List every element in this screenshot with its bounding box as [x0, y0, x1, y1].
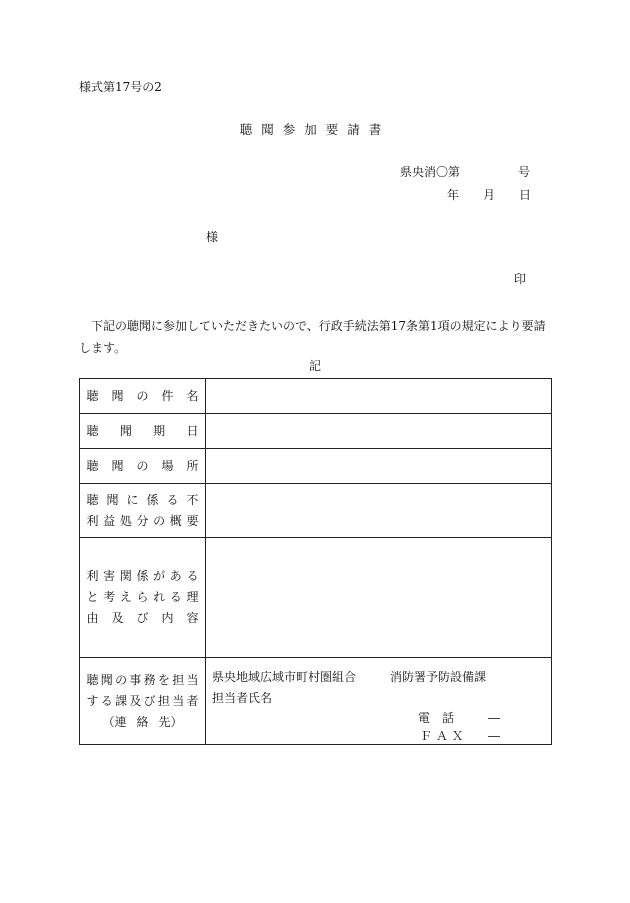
label-char: 名 — [186, 388, 199, 403]
contact-fax-label: Ｆ Ａ Ｘ — [420, 729, 464, 743]
row-label — [80, 538, 206, 658]
date-line — [447, 189, 531, 201]
request-table — [79, 378, 552, 745]
label-char: 日 — [186, 423, 199, 438]
label-char: 聴 — [86, 388, 99, 403]
row-value-hearing-place[interactable] — [206, 449, 552, 484]
label-char: 係 — [136, 569, 149, 583]
label-char: 聴 — [86, 492, 99, 507]
label-char: 者 — [186, 693, 199, 708]
label-char: 益 — [103, 513, 116, 528]
reference-number-prefix: 県央消〇第 — [400, 165, 461, 179]
contact-department: 消防署予防設備課 — [390, 670, 487, 684]
date-year: 年 — [447, 188, 460, 202]
row-label — [80, 414, 206, 449]
row-value-interest-reason[interactable] — [206, 538, 552, 658]
table-row — [80, 658, 552, 745]
table-row — [80, 449, 552, 484]
label-char: え — [119, 590, 132, 604]
label-char: 絡 — [136, 714, 149, 729]
label-line — [87, 421, 199, 442]
label-char: 要 — [186, 513, 199, 528]
body-text: 下記の聴聞に参加していただきたいので、行政手続法第17条第1項の規定により要請します。 — [79, 319, 546, 355]
label-char: 容 — [186, 611, 199, 625]
contact-phone-label: 電 話 — [418, 711, 455, 725]
label-char: 聴 — [86, 672, 99, 687]
label-char: 当 — [186, 672, 199, 687]
table-row — [80, 484, 552, 538]
label-char: 場 — [161, 458, 174, 473]
label-char: 聞 — [119, 423, 132, 438]
label-char: の — [136, 388, 149, 403]
label-char: 内 — [161, 611, 174, 625]
row-label — [80, 449, 206, 484]
label-char: 利 — [86, 569, 99, 583]
label-char: る — [169, 590, 182, 604]
addressee-suffix: 様 — [206, 230, 219, 244]
label-char: れ — [153, 590, 166, 604]
label-char: ら — [136, 590, 149, 604]
label-char: す — [86, 693, 99, 708]
label-char: が — [153, 569, 166, 583]
label-char: を — [157, 672, 170, 687]
label-char: 害 — [103, 569, 116, 583]
form-number: 様式第17号の2 — [79, 80, 162, 94]
label-char: 分 — [136, 513, 149, 528]
date-month: 月 — [483, 188, 496, 202]
label-char: る — [186, 569, 199, 583]
label-char: 利 — [86, 513, 99, 528]
label-char: 聞 — [111, 458, 124, 473]
label-char: 及 — [129, 693, 142, 708]
label-char: 由 — [86, 611, 99, 625]
table-row — [80, 538, 552, 658]
label-char: 係 — [146, 492, 159, 507]
table-row — [80, 414, 552, 449]
label-line — [87, 456, 199, 477]
label-char: 関 — [119, 569, 132, 583]
label-char: び — [143, 693, 156, 708]
label-line — [87, 587, 199, 608]
label-char: 事 — [129, 672, 142, 687]
label-char: 聞 — [100, 672, 113, 687]
label-char: 考 — [103, 590, 116, 604]
row-value-hearing-subject[interactable] — [206, 379, 552, 414]
label-line — [87, 608, 199, 629]
label-char: る — [100, 693, 113, 708]
label-char: の — [115, 672, 128, 687]
label-line — [87, 566, 199, 587]
date-day: 日 — [519, 188, 532, 202]
row-label — [80, 379, 206, 414]
row-value-disposition-summary[interactable] — [206, 484, 552, 538]
row-label — [80, 658, 206, 745]
label-char: 務 — [143, 672, 156, 687]
contact-organization: 県央地域広域市町村圏組合 — [212, 670, 357, 684]
row-label — [80, 484, 206, 538]
label-char: 聴 — [86, 458, 99, 473]
label-char: 不 — [186, 492, 199, 507]
label-char: 当 — [172, 693, 185, 708]
label-char: 理 — [186, 590, 199, 604]
label-line — [87, 490, 199, 511]
label-line — [87, 511, 199, 532]
label-line — [87, 691, 199, 712]
contact-person-label: 担当者氏名 — [212, 691, 273, 705]
table-row — [80, 379, 552, 414]
label-char: 期 — [153, 423, 166, 438]
contact-phone-value: ― — [488, 711, 500, 725]
label-char: 聞 — [106, 492, 119, 507]
contact-fax-value: ― — [488, 729, 500, 743]
reference-number-suffix: 号 — [518, 165, 531, 179]
label-char: あ — [169, 569, 182, 583]
label-char: の — [153, 513, 166, 528]
label-char: の — [136, 458, 149, 473]
label-char: と — [86, 590, 99, 604]
label-char: 担 — [172, 672, 185, 687]
document-title: 聴聞参加要請書 — [239, 122, 391, 137]
ki-heading: 記 — [308, 359, 321, 373]
label-char: （連 — [102, 714, 127, 729]
label-line — [103, 712, 183, 733]
label-char: に — [126, 492, 139, 507]
row-value-contact — [206, 658, 552, 745]
row-value-hearing-date[interactable] — [206, 414, 552, 449]
label-char: 概 — [169, 513, 182, 528]
label-char: 課 — [115, 693, 128, 708]
label-line — [87, 386, 199, 407]
label-char: る — [166, 492, 179, 507]
label-char: 先） — [158, 714, 183, 729]
label-char: 件 — [161, 388, 174, 403]
label-char: 処 — [119, 513, 132, 528]
label-line — [87, 670, 199, 691]
label-char: び — [136, 611, 149, 625]
label-char: 及 — [111, 611, 124, 625]
label-char: 担 — [157, 693, 170, 708]
label-char: 所 — [186, 458, 199, 473]
seal-mark: 印 — [514, 272, 527, 286]
label-char: 聞 — [111, 388, 124, 403]
label-char: 聴 — [86, 423, 99, 438]
